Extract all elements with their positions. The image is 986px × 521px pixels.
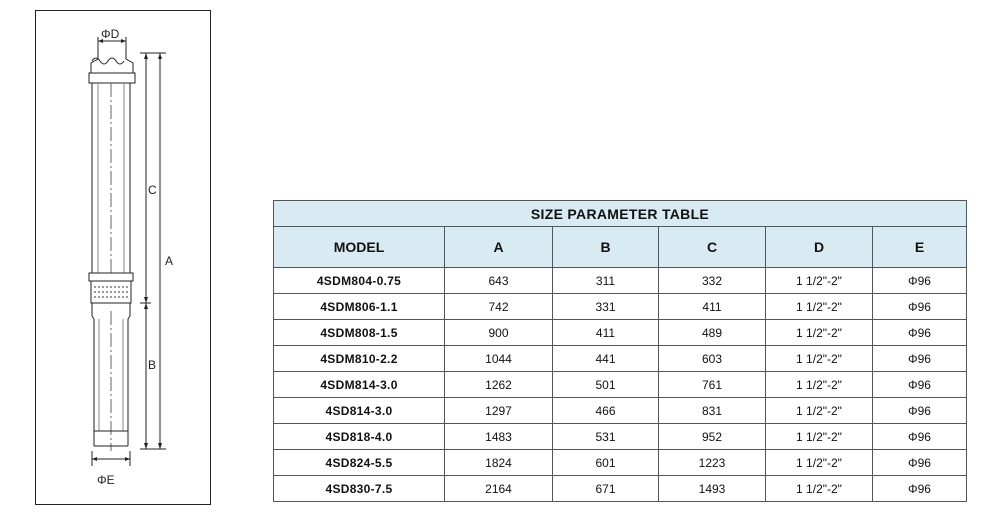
cell-d: 1 1/2"-2" xyxy=(766,398,873,424)
label-dim-c: C xyxy=(148,183,157,197)
motor-left xyxy=(92,303,94,446)
cell-e: Φ96 xyxy=(873,294,967,320)
column-header-b: B xyxy=(553,227,659,268)
cell-b: 601 xyxy=(553,450,659,476)
outlet-head xyxy=(91,51,133,73)
cell-c: 1493 xyxy=(659,476,766,502)
cell-a: 1824 xyxy=(445,450,553,476)
table-row xyxy=(274,294,967,320)
cell-a: 1297 xyxy=(445,398,553,424)
cell-model: 4SDM814-3.0 xyxy=(274,372,445,398)
pump-drawing xyxy=(35,10,211,505)
motor-right xyxy=(128,303,130,446)
cell-c: 332 xyxy=(659,268,766,294)
cell-a: 643 xyxy=(445,268,553,294)
table-row xyxy=(274,424,967,450)
size-parameter-table xyxy=(273,200,967,502)
cell-d: 1 1/2"-2" xyxy=(766,268,873,294)
cell-d: 1 1/2"-2" xyxy=(766,320,873,346)
cell-e: Φ96 xyxy=(873,320,967,346)
cell-b: 531 xyxy=(553,424,659,450)
table-title: SIZE PARAMETER TABLE xyxy=(274,201,967,227)
column-header-d: D xyxy=(766,227,873,268)
cell-b: 441 xyxy=(553,346,659,372)
cell-c: 603 xyxy=(659,346,766,372)
column-header-a: A xyxy=(445,227,553,268)
column-header-c: C xyxy=(659,227,766,268)
table-row xyxy=(274,268,967,294)
cell-c: 411 xyxy=(659,294,766,320)
column-header-e: E xyxy=(873,227,967,268)
cell-d: 1 1/2"-2" xyxy=(766,294,873,320)
table-row xyxy=(274,320,967,346)
cell-e: Φ96 xyxy=(873,372,967,398)
label-bottom-diameter: ΦE xyxy=(97,473,115,487)
table-row xyxy=(274,372,967,398)
label-dim-a: A xyxy=(165,254,174,268)
table-header-row xyxy=(274,227,967,268)
intake-ring xyxy=(89,273,133,281)
pump-outline-svg xyxy=(36,11,212,506)
cell-e: Φ96 xyxy=(873,268,967,294)
cell-d: 1 1/2"-2" xyxy=(766,476,873,502)
cell-model: 4SD830-7.5 xyxy=(274,476,445,502)
label-top-diameter: ΦD xyxy=(101,27,120,41)
cell-model: 4SD814-3.0 xyxy=(274,398,445,424)
cell-e: Φ96 xyxy=(873,424,967,450)
table-row xyxy=(274,476,967,502)
table-row xyxy=(274,450,967,476)
cell-c: 489 xyxy=(659,320,766,346)
cell-a: 1483 xyxy=(445,424,553,450)
cell-b: 501 xyxy=(553,372,659,398)
cell-model: 4SD818-4.0 xyxy=(274,424,445,450)
table-row xyxy=(274,346,967,372)
cell-d: 1 1/2"-2" xyxy=(766,372,873,398)
cell-c: 761 xyxy=(659,372,766,398)
cell-e: Φ96 xyxy=(873,346,967,372)
cell-model: 4SDM806-1.1 xyxy=(274,294,445,320)
cell-b: 331 xyxy=(553,294,659,320)
cell-model: 4SDM808-1.5 xyxy=(274,320,445,346)
cell-a: 1262 xyxy=(445,372,553,398)
cell-model: 4SD824-5.5 xyxy=(274,450,445,476)
table-body xyxy=(274,268,967,502)
cell-a: 1044 xyxy=(445,346,553,372)
cell-a: 2164 xyxy=(445,476,553,502)
column-header-model: MODEL xyxy=(274,227,445,268)
label-dim-b: B xyxy=(148,358,157,372)
table-row xyxy=(274,398,967,424)
cell-e: Φ96 xyxy=(873,450,967,476)
cell-b: 466 xyxy=(553,398,659,424)
cell-d: 1 1/2"-2" xyxy=(766,450,873,476)
cell-d: 1 1/2"-2" xyxy=(766,424,873,450)
cell-a: 900 xyxy=(445,320,553,346)
cell-b: 311 xyxy=(553,268,659,294)
cell-c: 952 xyxy=(659,424,766,450)
cell-model: 4SDM810-2.2 xyxy=(274,346,445,372)
cell-c: 1223 xyxy=(659,450,766,476)
cell-d: 1 1/2"-2" xyxy=(766,346,873,372)
cell-model: 4SDM804-0.75 xyxy=(274,268,445,294)
cell-e: Φ96 xyxy=(873,476,967,502)
cell-c: 831 xyxy=(659,398,766,424)
cell-b: 671 xyxy=(553,476,659,502)
cell-e: Φ96 xyxy=(873,398,967,424)
cell-b: 411 xyxy=(553,320,659,346)
head-ring xyxy=(89,73,135,83)
cell-a: 742 xyxy=(445,294,553,320)
